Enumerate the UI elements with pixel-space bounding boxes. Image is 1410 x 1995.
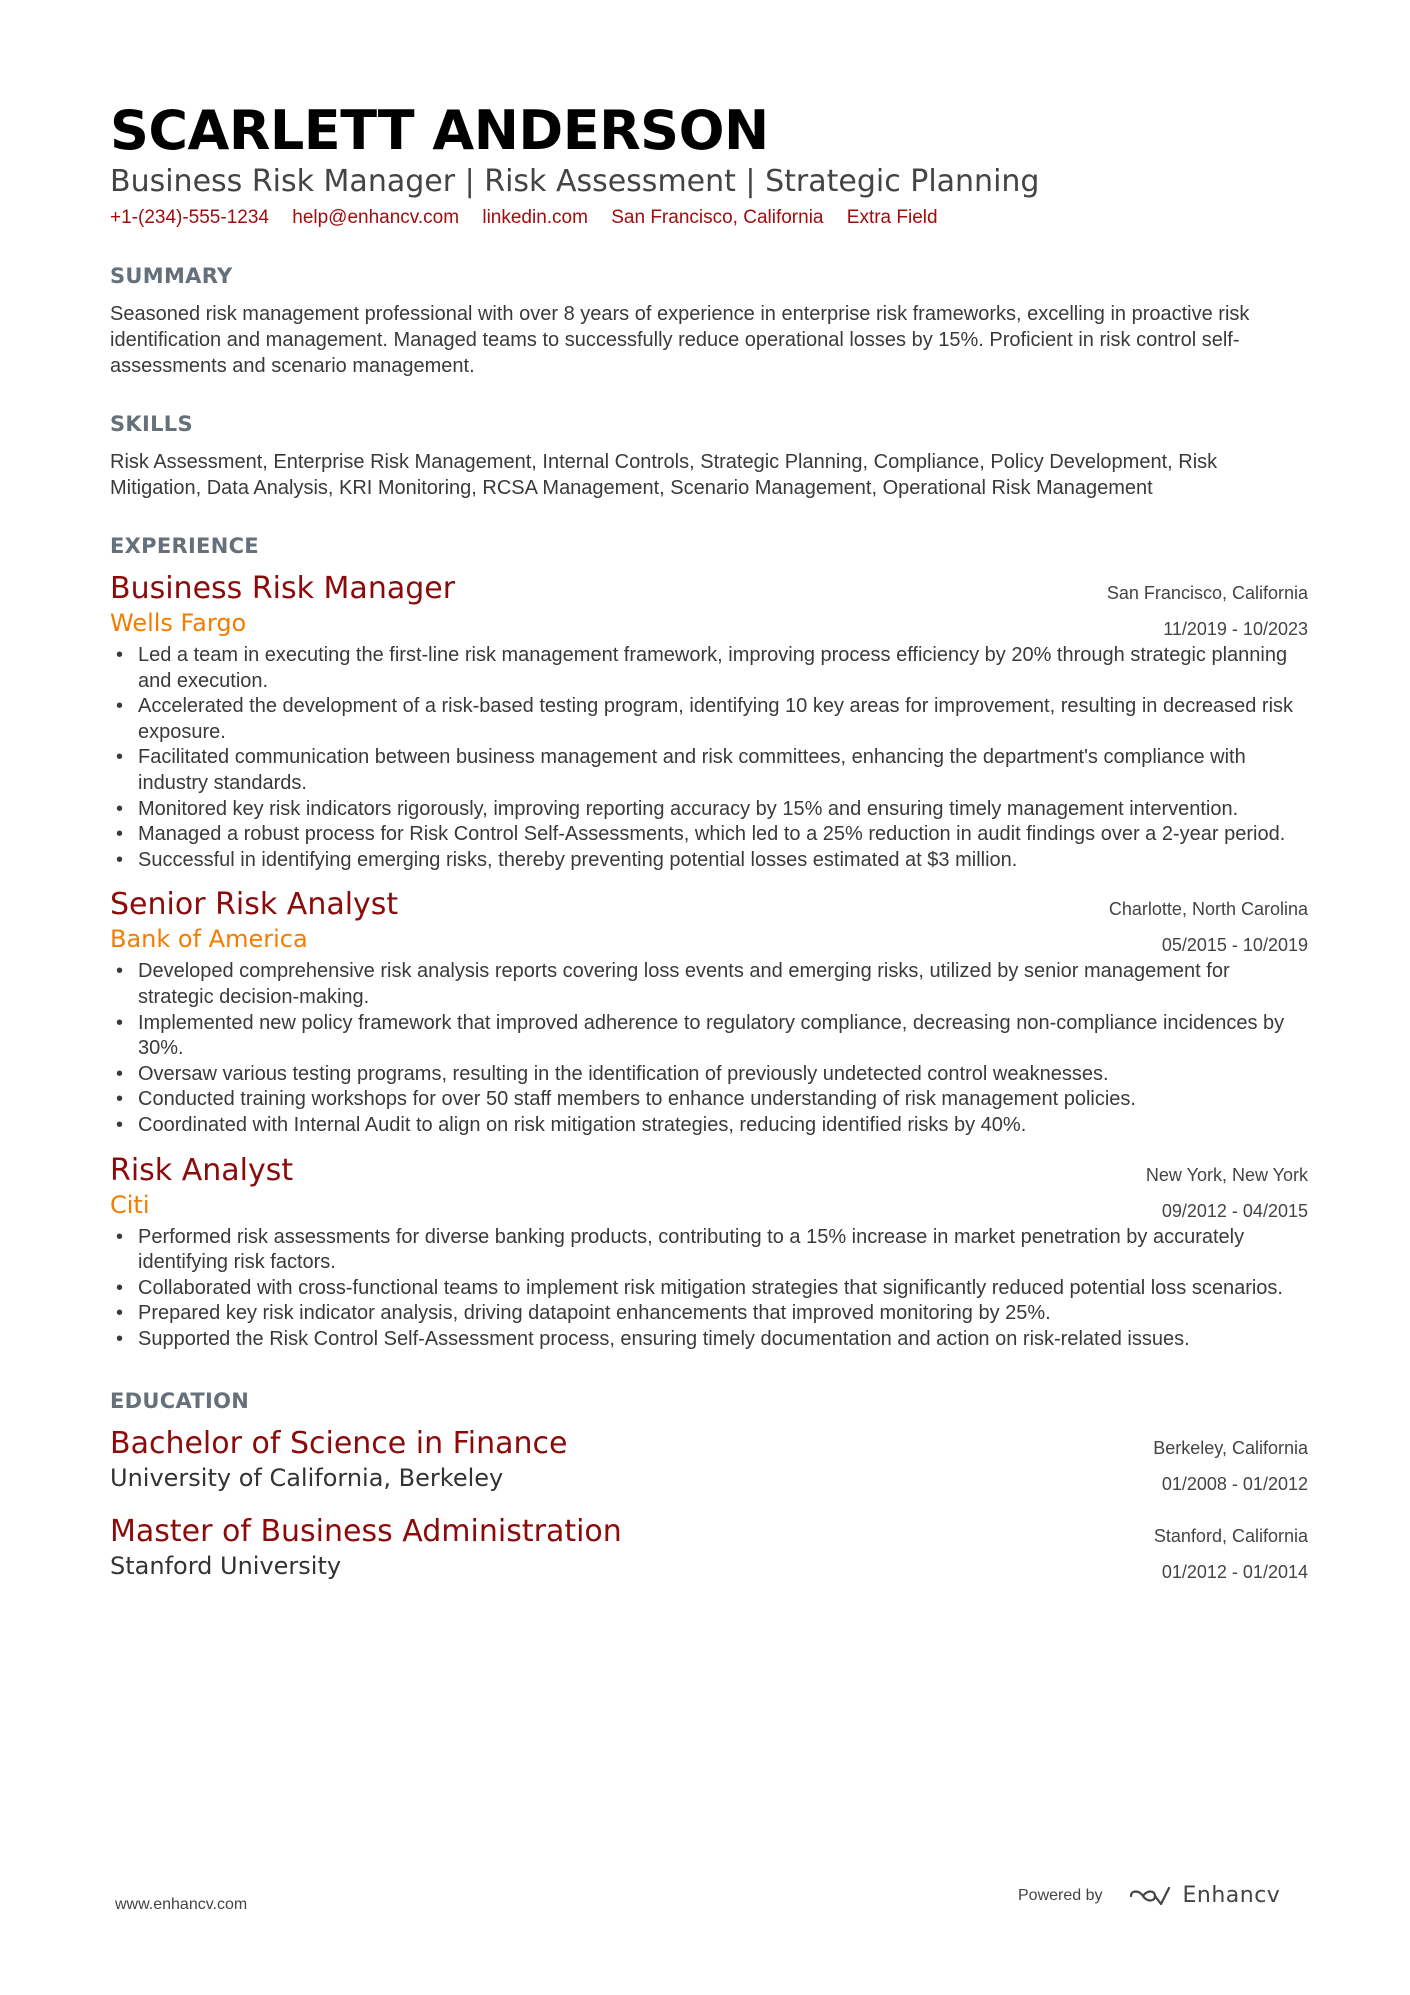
education-dates: 01/2012 - 01/2014	[1161, 1562, 1308, 1583]
job-dates: 09/2012 - 04/2015	[1161, 1200, 1308, 1221]
education-meta	[1154, 1518, 1308, 1590]
experience-heading: EXPERIENCE	[110, 534, 259, 558]
job-title: Risk Analyst	[110, 1152, 294, 1188]
job-meta	[1146, 1157, 1308, 1229]
summary-heading: SUMMARY	[110, 264, 233, 288]
contact-row	[110, 205, 1308, 231]
bullet-item: • Accelerated the development of a risk-based testing program, identifying 10 key areas for improvement, resulting in decreased risk exposure.	[110, 694, 1308, 745]
footer-branding	[1018, 1883, 1280, 1908]
job-location: San Francisco, California	[1106, 583, 1308, 603]
enhancv-logo-icon	[1127, 1884, 1173, 1908]
contact-linkedin[interactable]: linkedin.com	[482, 207, 588, 228]
job-company: Wells Fargo	[110, 609, 247, 637]
education-entry	[110, 1426, 1308, 1494]
summary-section	[110, 261, 1308, 379]
education-location: Stanford, California	[1153, 1526, 1308, 1547]
skills-section	[110, 409, 1308, 501]
experience-entry	[110, 571, 1308, 873]
resume-page	[110, 98, 1308, 1582]
bullet-item: • Oversaw various testing programs, resulting in the identification of previously undetected control weaknesses.	[110, 1062, 1308, 1088]
bullet-item: • Performed risk assessments for diverse banking products, contributing to a 15% increase in market penetration by accurately identifying risk factors.	[110, 1225, 1308, 1276]
experience-entry	[110, 1153, 1308, 1353]
bullet-item: • Coordinated with Internal Audit to align on risk mitigation strategies, reducing identified risks by 40%.	[110, 1113, 1308, 1139]
job-company: Citi	[110, 1190, 150, 1219]
bullet-item: • Facilitated communication between business management and risk committees, enhancing the department's compliance with industry standards.	[110, 745, 1308, 796]
education-location: Berkeley, California	[1153, 1438, 1308, 1459]
job-location: Charlotte, North Carolina	[1108, 899, 1308, 920]
bullet-item: • Prepared key risk indicator analysis, driving datapoint enhancements that improved monitoring by 25%.	[110, 1301, 1308, 1327]
contact-location: San Francisco, California	[611, 207, 824, 228]
bullet-item: • Supported the Risk Control Self-Assessment process, ensuring timely documentation and action on risk-related issues.	[110, 1327, 1308, 1353]
contact-extra-field: Extra Field	[846, 207, 938, 228]
bullet-item: • Developed comprehensive risk analysis reports covering loss events and emerging risks, utilized by senior management for strategic decision-making.	[110, 959, 1308, 1010]
bullet-item: • Collaborated with cross-functional teams to implement risk mitigation strategies that significantly reduced potential loss scenarios.	[110, 1276, 1308, 1302]
bullet-item: • Led a team in executing the first-line risk management framework, improving process efficiency by 20% through strategic planning and execution.	[110, 643, 1308, 694]
job-title: Business Risk Manager	[110, 571, 456, 606]
powered-by-label: Powered by	[1018, 1886, 1103, 1904]
footer-website[interactable]: www.enhancv.com	[115, 1896, 248, 1913]
experience-section	[110, 531, 1308, 1352]
bullet-item: • Managed a robust process for Risk Control Self-Assessments, which led to a 25% reduction in audit findings over a 2-year period.	[110, 822, 1308, 848]
contact-phone[interactable]: +1-(234)-555-1234	[110, 207, 269, 228]
job-bullets	[110, 959, 1308, 1138]
bullet-item: • Implemented new policy framework that improved adherence to regulatory compliance, decreasing non-compliance incidences by 30%.	[110, 1011, 1308, 1062]
job-meta	[1109, 891, 1308, 963]
job-title: Senior Risk Analyst	[110, 887, 399, 923]
school-name: University of California, Berkeley	[110, 1464, 504, 1493]
job-dates: 11/2019 - 10/2023	[1163, 619, 1308, 639]
bullet-item: • Conducted training workshops for over 50 staff members to enhance understanding of risk management policies.	[110, 1087, 1308, 1113]
degree-title: Master of Business Administration	[110, 1514, 622, 1550]
bullet-item: • Monitored key risk indicators rigorously, improving reporting accuracy by 15% and ensuring timely management intervention.	[110, 797, 1308, 823]
degree-title: Bachelor of Science in Finance	[110, 1426, 568, 1462]
education-meta	[1153, 1430, 1308, 1502]
job-bullets	[110, 643, 1308, 873]
skills-heading: SKILLS	[110, 412, 193, 436]
skills-text: Risk Assessment, Enterprise Risk Management, Internal Controls, Strategic Planning, Compliance, Policy Development, Risk Mitigation, Data Analysis, KRI Monitoring, RCSA Management, Scenario Management, Operational Risk Management	[110, 451, 1218, 499]
job-company: Bank of America	[110, 925, 308, 954]
job-location: New York, New York	[1145, 1164, 1308, 1185]
headline: Business Risk Manager | Risk Assessment | Strategic Planning	[110, 164, 1040, 199]
school-name: Stanford University	[110, 1552, 342, 1581]
education-dates: 01/2008 - 01/2012	[1161, 1474, 1308, 1495]
experience-entry	[110, 887, 1308, 1138]
contact-email[interactable]: help@enhancv.com	[292, 207, 460, 228]
summary-text: Seasoned risk management professional with over 8 years of experience in enterprise risk frameworks, excelling in proactive risk identification and management. Managed teams to successfully reduce operational losses by 15%. Proficient in risk control self-assessments and scenario management.	[110, 303, 1250, 377]
education-entry	[110, 1514, 1308, 1582]
job-dates: 05/2015 - 10/2019	[1161, 935, 1308, 956]
education-section	[110, 1386, 1308, 1582]
candidate-name: SCARLETT ANDERSON	[110, 99, 769, 162]
bullet-item: • Successful in identifying emerging risks, thereby preventing potential losses estimated at $3 million.	[110, 848, 1308, 874]
job-bullets	[110, 1225, 1308, 1353]
brand-name[interactable]: Enhancv	[1182, 1883, 1281, 1908]
education-heading: EDUCATION	[110, 1389, 250, 1414]
job-meta	[1107, 575, 1308, 647]
